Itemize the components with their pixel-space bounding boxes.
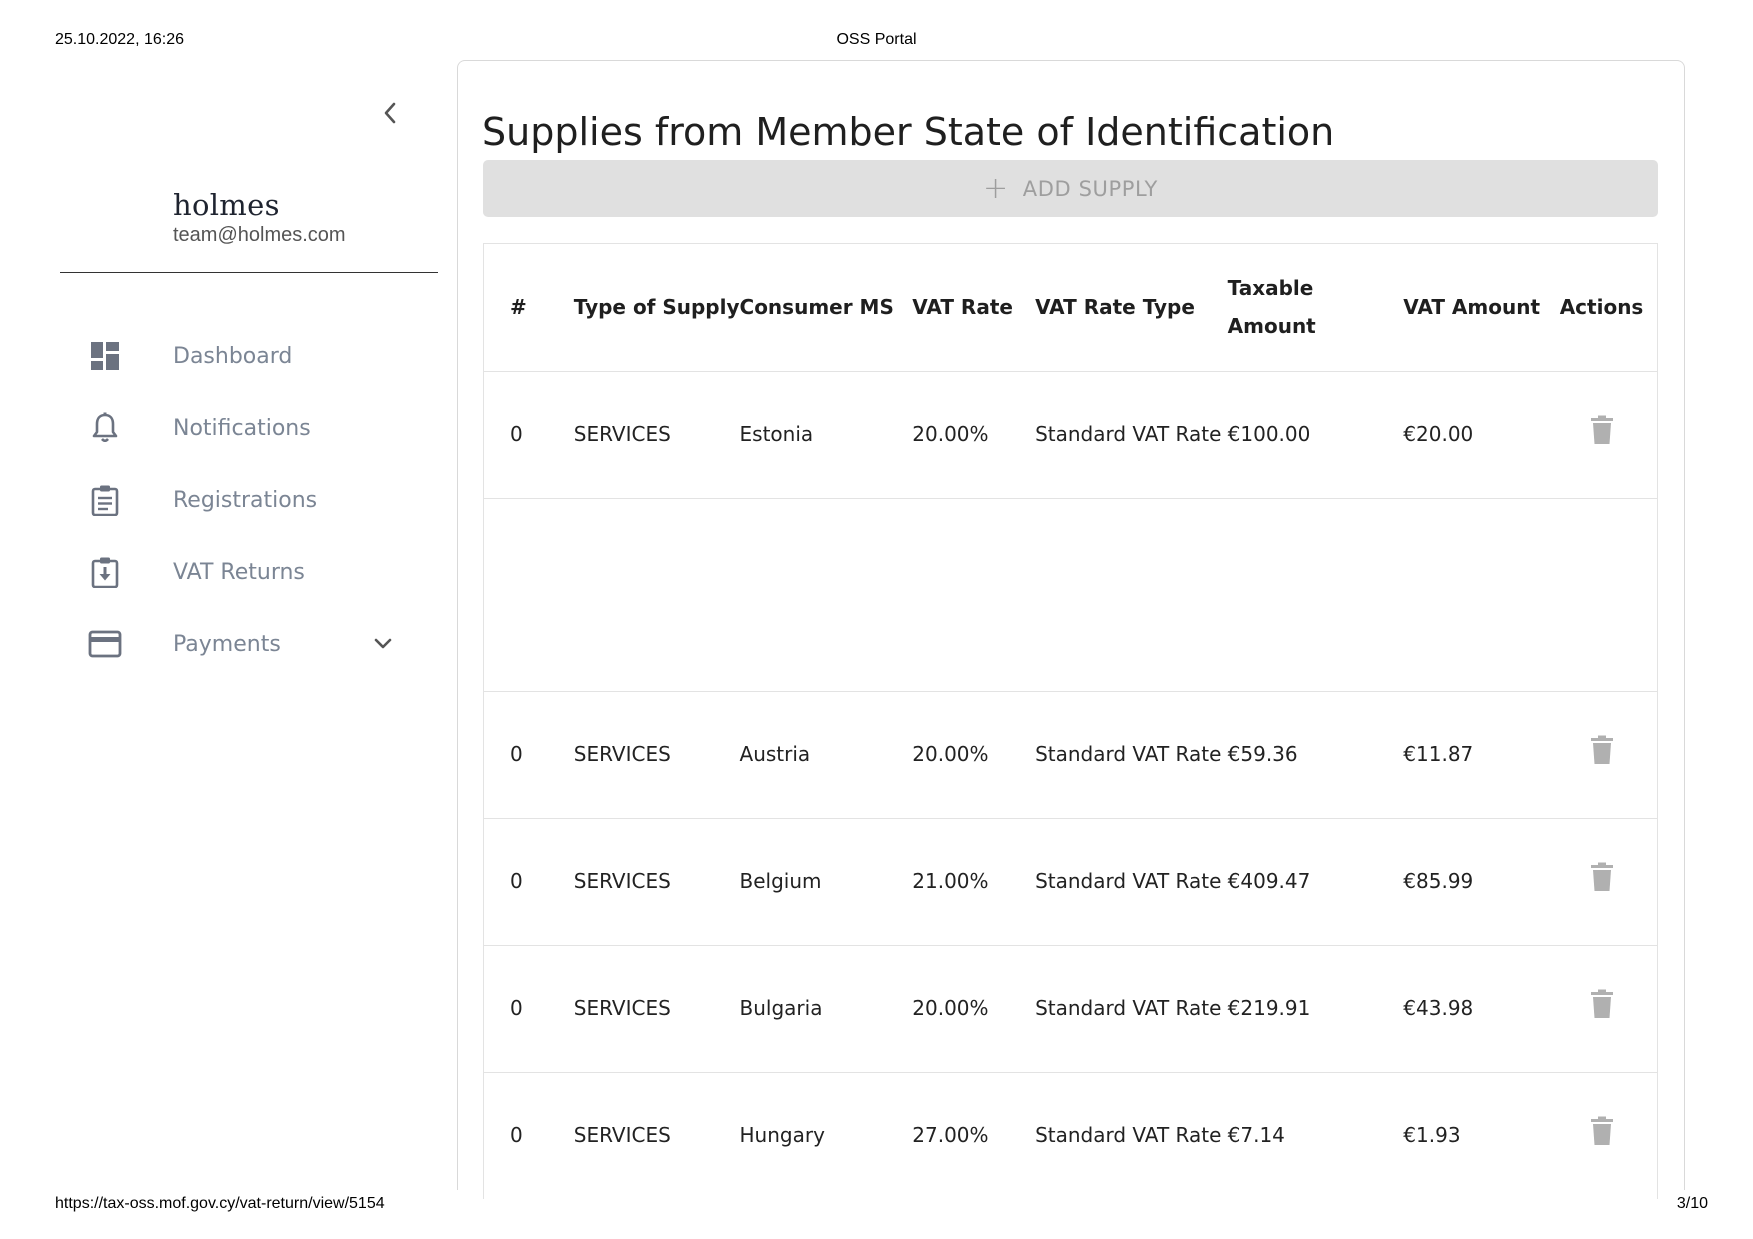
credit-card-icon bbox=[87, 626, 123, 662]
header-number: # bbox=[510, 295, 527, 320]
user-info bbox=[173, 188, 346, 247]
sidebar-item-label: Registrations bbox=[173, 487, 318, 513]
table-row bbox=[484, 371, 1657, 498]
sidebar bbox=[60, 60, 438, 1185]
cell-vat-rate-type: Standard VAT Rate bbox=[1035, 1123, 1222, 1148]
cell-type: SERVICES bbox=[573, 996, 671, 1020]
cell-taxable-amount: €59.36 bbox=[1227, 742, 1298, 766]
header-taxable-amount: Taxable Amount bbox=[1227, 276, 1316, 339]
cell-vat-rate-type: Standard VAT Rate bbox=[1035, 996, 1222, 1020]
page-title: Supplies from Member State of Identification bbox=[482, 110, 1335, 154]
user-email: team@holmes.com bbox=[173, 224, 346, 246]
sidebar-item-dashboard[interactable] bbox=[60, 320, 438, 392]
add-supply-button[interactable] bbox=[483, 160, 1658, 217]
cell-consumer-ms: Bulgaria bbox=[739, 996, 823, 1020]
table-header-row bbox=[484, 244, 1657, 371]
cell-taxable-amount: €7.14 bbox=[1227, 1123, 1285, 1148]
user-name: holmes bbox=[173, 188, 280, 222]
print-url: https://tax-oss.mof.gov.cy/vat-return/view/5154 bbox=[55, 1195, 385, 1212]
table-row-empty bbox=[484, 498, 1657, 691]
cell-number: 0 bbox=[510, 869, 523, 893]
print-page-title: OSS Portal bbox=[836, 31, 917, 48]
cell-consumer-ms: Austria bbox=[739, 742, 811, 766]
header-vat-rate: VAT Rate bbox=[912, 295, 1013, 320]
vat-return-icon bbox=[87, 554, 123, 590]
cell-vat-amount: €43.98 bbox=[1403, 996, 1474, 1020]
header-vat-amount: VAT Amount bbox=[1403, 295, 1541, 320]
delete-icon[interactable] bbox=[1590, 989, 1614, 1019]
cell-actions bbox=[1546, 818, 1657, 945]
sidebar-item-registrations[interactable] bbox=[60, 464, 438, 536]
sidebar-item-label: VAT Returns bbox=[173, 559, 305, 585]
cell-vat-rate: 20.00% bbox=[912, 422, 989, 446]
header-vat-rate-type: VAT Rate Type bbox=[1035, 295, 1195, 320]
cell-consumer-ms: Hungary bbox=[739, 1123, 825, 1148]
cell-vat-rate: 20.00% bbox=[912, 996, 989, 1020]
cell-vat-amount: €11.87 bbox=[1403, 742, 1474, 766]
header-actions: Actions bbox=[1559, 295, 1644, 320]
delete-icon[interactable] bbox=[1590, 1116, 1614, 1146]
cell-type: SERVICES bbox=[573, 422, 671, 446]
cell-vat-rate: 27.00% bbox=[912, 1123, 989, 1148]
cell-actions bbox=[1546, 371, 1657, 498]
sidebar-item-label: Payments bbox=[173, 631, 281, 657]
cell-vat-amount: €20.00 bbox=[1403, 422, 1474, 446]
print-page-number: 3/10 bbox=[1676, 1195, 1708, 1212]
chevron-left-icon bbox=[382, 102, 398, 124]
table-row bbox=[484, 1072, 1657, 1199]
cell-vat-rate: 21.00% bbox=[912, 869, 989, 893]
cell-consumer-ms: Estonia bbox=[739, 422, 814, 446]
sidebar-item-label: Dashboard bbox=[173, 343, 293, 369]
chevron-down-icon[interactable] bbox=[370, 631, 396, 657]
delete-icon[interactable] bbox=[1590, 735, 1614, 765]
cell-number: 0 bbox=[510, 742, 523, 766]
add-supply-label: ADD SUPPLY bbox=[1022, 176, 1158, 201]
bell-icon bbox=[87, 410, 123, 446]
cell-actions bbox=[1546, 1072, 1657, 1199]
cell-number: 0 bbox=[510, 422, 523, 446]
collapse-sidebar-button[interactable] bbox=[375, 98, 405, 128]
cell-taxable-amount: €409.47 bbox=[1227, 869, 1311, 893]
header-type-of-supply: Type of Supply bbox=[573, 295, 740, 320]
print-datetime: 25.10.2022, 16:26 bbox=[55, 31, 185, 48]
sidebar-item-vat-returns[interactable] bbox=[60, 536, 438, 608]
table-row bbox=[484, 945, 1657, 1072]
supplies-table bbox=[483, 243, 1658, 1199]
delete-icon[interactable] bbox=[1590, 415, 1614, 445]
sidebar-nav bbox=[60, 320, 438, 680]
cell-vat-rate-type: Standard VAT Rate bbox=[1035, 742, 1222, 766]
sidebar-divider bbox=[60, 272, 438, 273]
sidebar-item-notifications[interactable] bbox=[60, 392, 438, 464]
cell-taxable-amount: €100.00 bbox=[1227, 422, 1311, 446]
header-consumer-ms: Consumer MS bbox=[739, 295, 894, 320]
cell-type: SERVICES bbox=[573, 742, 671, 766]
cell-actions bbox=[1546, 945, 1657, 1072]
sidebar-item-payments[interactable] bbox=[60, 608, 438, 680]
cell-type: SERVICES bbox=[573, 1123, 671, 1148]
cell-vat-rate-type: Standard VAT Rate bbox=[1035, 869, 1222, 893]
sidebar-item-label: Notifications bbox=[173, 415, 311, 441]
cell-vat-rate-type: Standard VAT Rate bbox=[1035, 422, 1222, 446]
table-row bbox=[484, 691, 1657, 818]
plus-icon: + bbox=[983, 170, 1009, 206]
table-row bbox=[484, 818, 1657, 945]
cell-vat-rate: 20.00% bbox=[912, 742, 989, 766]
cell-type: SERVICES bbox=[573, 869, 671, 893]
cell-number: 0 bbox=[510, 1123, 523, 1148]
cell-vat-amount: €85.99 bbox=[1403, 869, 1474, 893]
dashboard-icon bbox=[87, 338, 123, 374]
cell-number: 0 bbox=[510, 996, 523, 1020]
cell-taxable-amount: €219.91 bbox=[1227, 996, 1311, 1020]
cell-vat-amount: €1.93 bbox=[1403, 1123, 1461, 1148]
delete-icon[interactable] bbox=[1590, 862, 1614, 892]
cell-consumer-ms: Belgium bbox=[739, 869, 822, 893]
cell-actions bbox=[1546, 691, 1657, 818]
clipboard-icon bbox=[87, 482, 123, 518]
